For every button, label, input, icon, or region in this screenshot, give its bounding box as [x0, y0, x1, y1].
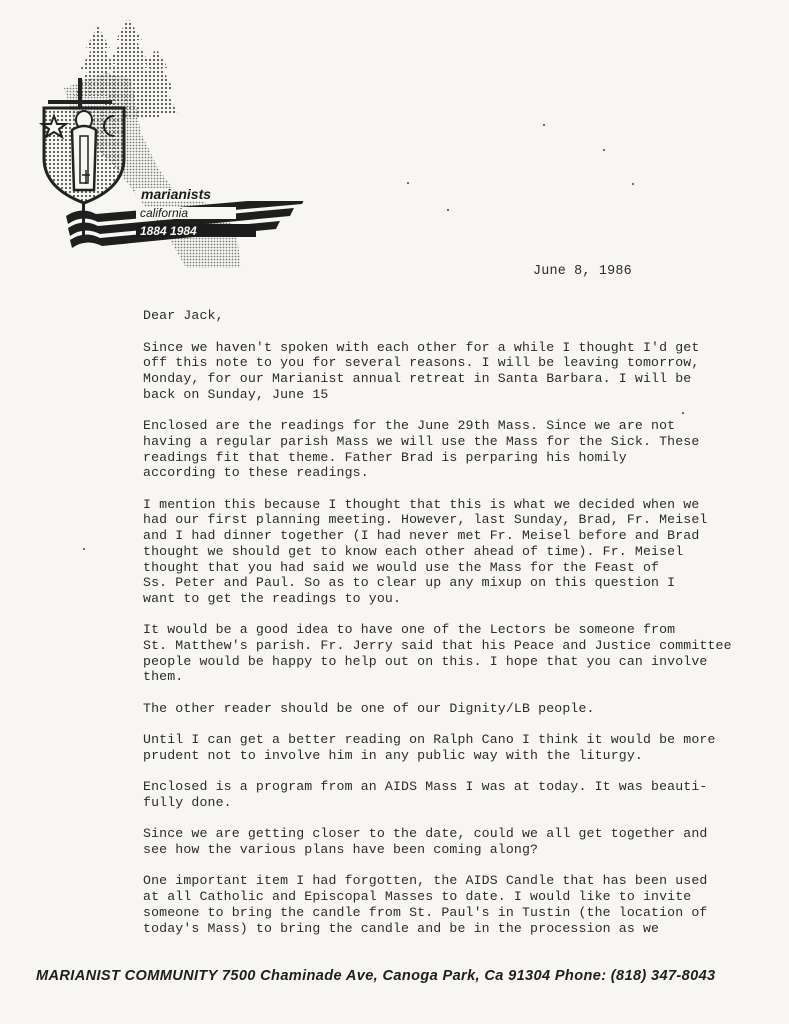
- paragraph-4: It would be a good idea to have one of the Lectors be someone from St. Matthew's parish. Fr. Jerry said that his Peace and Justice committee people would be happy to help out on this. I hope that you can involve them.: [143, 622, 732, 685]
- paper-speck: [603, 149, 605, 151]
- paragraph-9: One important item I had forgotten, the AIDS Candle that has been used at all Catholic and Episcopal Masses to date. I would like to invite someone to bring the candle from St. Paul's in Tustin (the location of today's Mass) to bring the candle and be in the procession as we: [143, 873, 708, 936]
- paragraph-3: I mention this because I thought that this is what we decided when we had our first planning meeting. However, last Sunday, Brad, Fr. Meisel and I had dinner together (I had never met Fr. Meisel before and Brad thought we should get to know each other ahead of time). Fr. Meisel thought that you had said we would use the Mass for the Feast of Ss. Peter and Paul. So as to clear up any mixup on this question I want to get the readings to you.: [143, 496, 708, 606]
- marianists-logo: [36, 18, 316, 273]
- logo-org-name: marianists: [141, 186, 212, 202]
- paper-speck: [682, 412, 684, 414]
- paper-speck: [543, 124, 545, 126]
- letterhead-footer: MARIANIST COMMUNITY 7500 Chaminade Ave, Canoga Park, Ca 91304 Phone: (818) 347-8043: [36, 968, 716, 984]
- paragraph-8: Since we are getting closer to the date, could we all get together and see how the various plans have been coming along?: [143, 826, 708, 858]
- letter-body: [143, 308, 743, 952]
- salutation: Dear Jack,: [143, 308, 224, 323]
- paragraph-2: Enclosed are the readings for the June 29th Mass. Since we are not having a regular parish Mass we will use the Mass for the Sick. These readings fit that theme. Father Brad is perparing his homily according to these readings.: [143, 418, 700, 481]
- logo-years: 1884 1984: [140, 224, 197, 238]
- paper-speck: [632, 183, 634, 185]
- paragraph-7: Enclosed is a program from an AIDS Mass I was at today. It was beauti- fully done.: [143, 779, 708, 810]
- paragraph-5: The other reader should be one of our Dignity/LB people.: [143, 700, 595, 716]
- paragraph-6: Until I can get a better reading on Ralph Cano I think it would be more prudent not to involve him in any public way with the liturgy.: [143, 732, 716, 763]
- paragraph-1: Since we haven't spoken with each other for a while I thought I'd get off this note to you for several reasons. I will be leaving tomorrow, Monday, for our Marianist annual retreat in Santa Barbara. I will be back on Sunday, June 15: [143, 339, 700, 402]
- paper-speck: [447, 209, 449, 211]
- logo-region: california: [140, 206, 189, 220]
- letter-date: June 8, 1986: [533, 264, 632, 279]
- paper-speck: [407, 182, 409, 184]
- paper-speck: [83, 548, 85, 550]
